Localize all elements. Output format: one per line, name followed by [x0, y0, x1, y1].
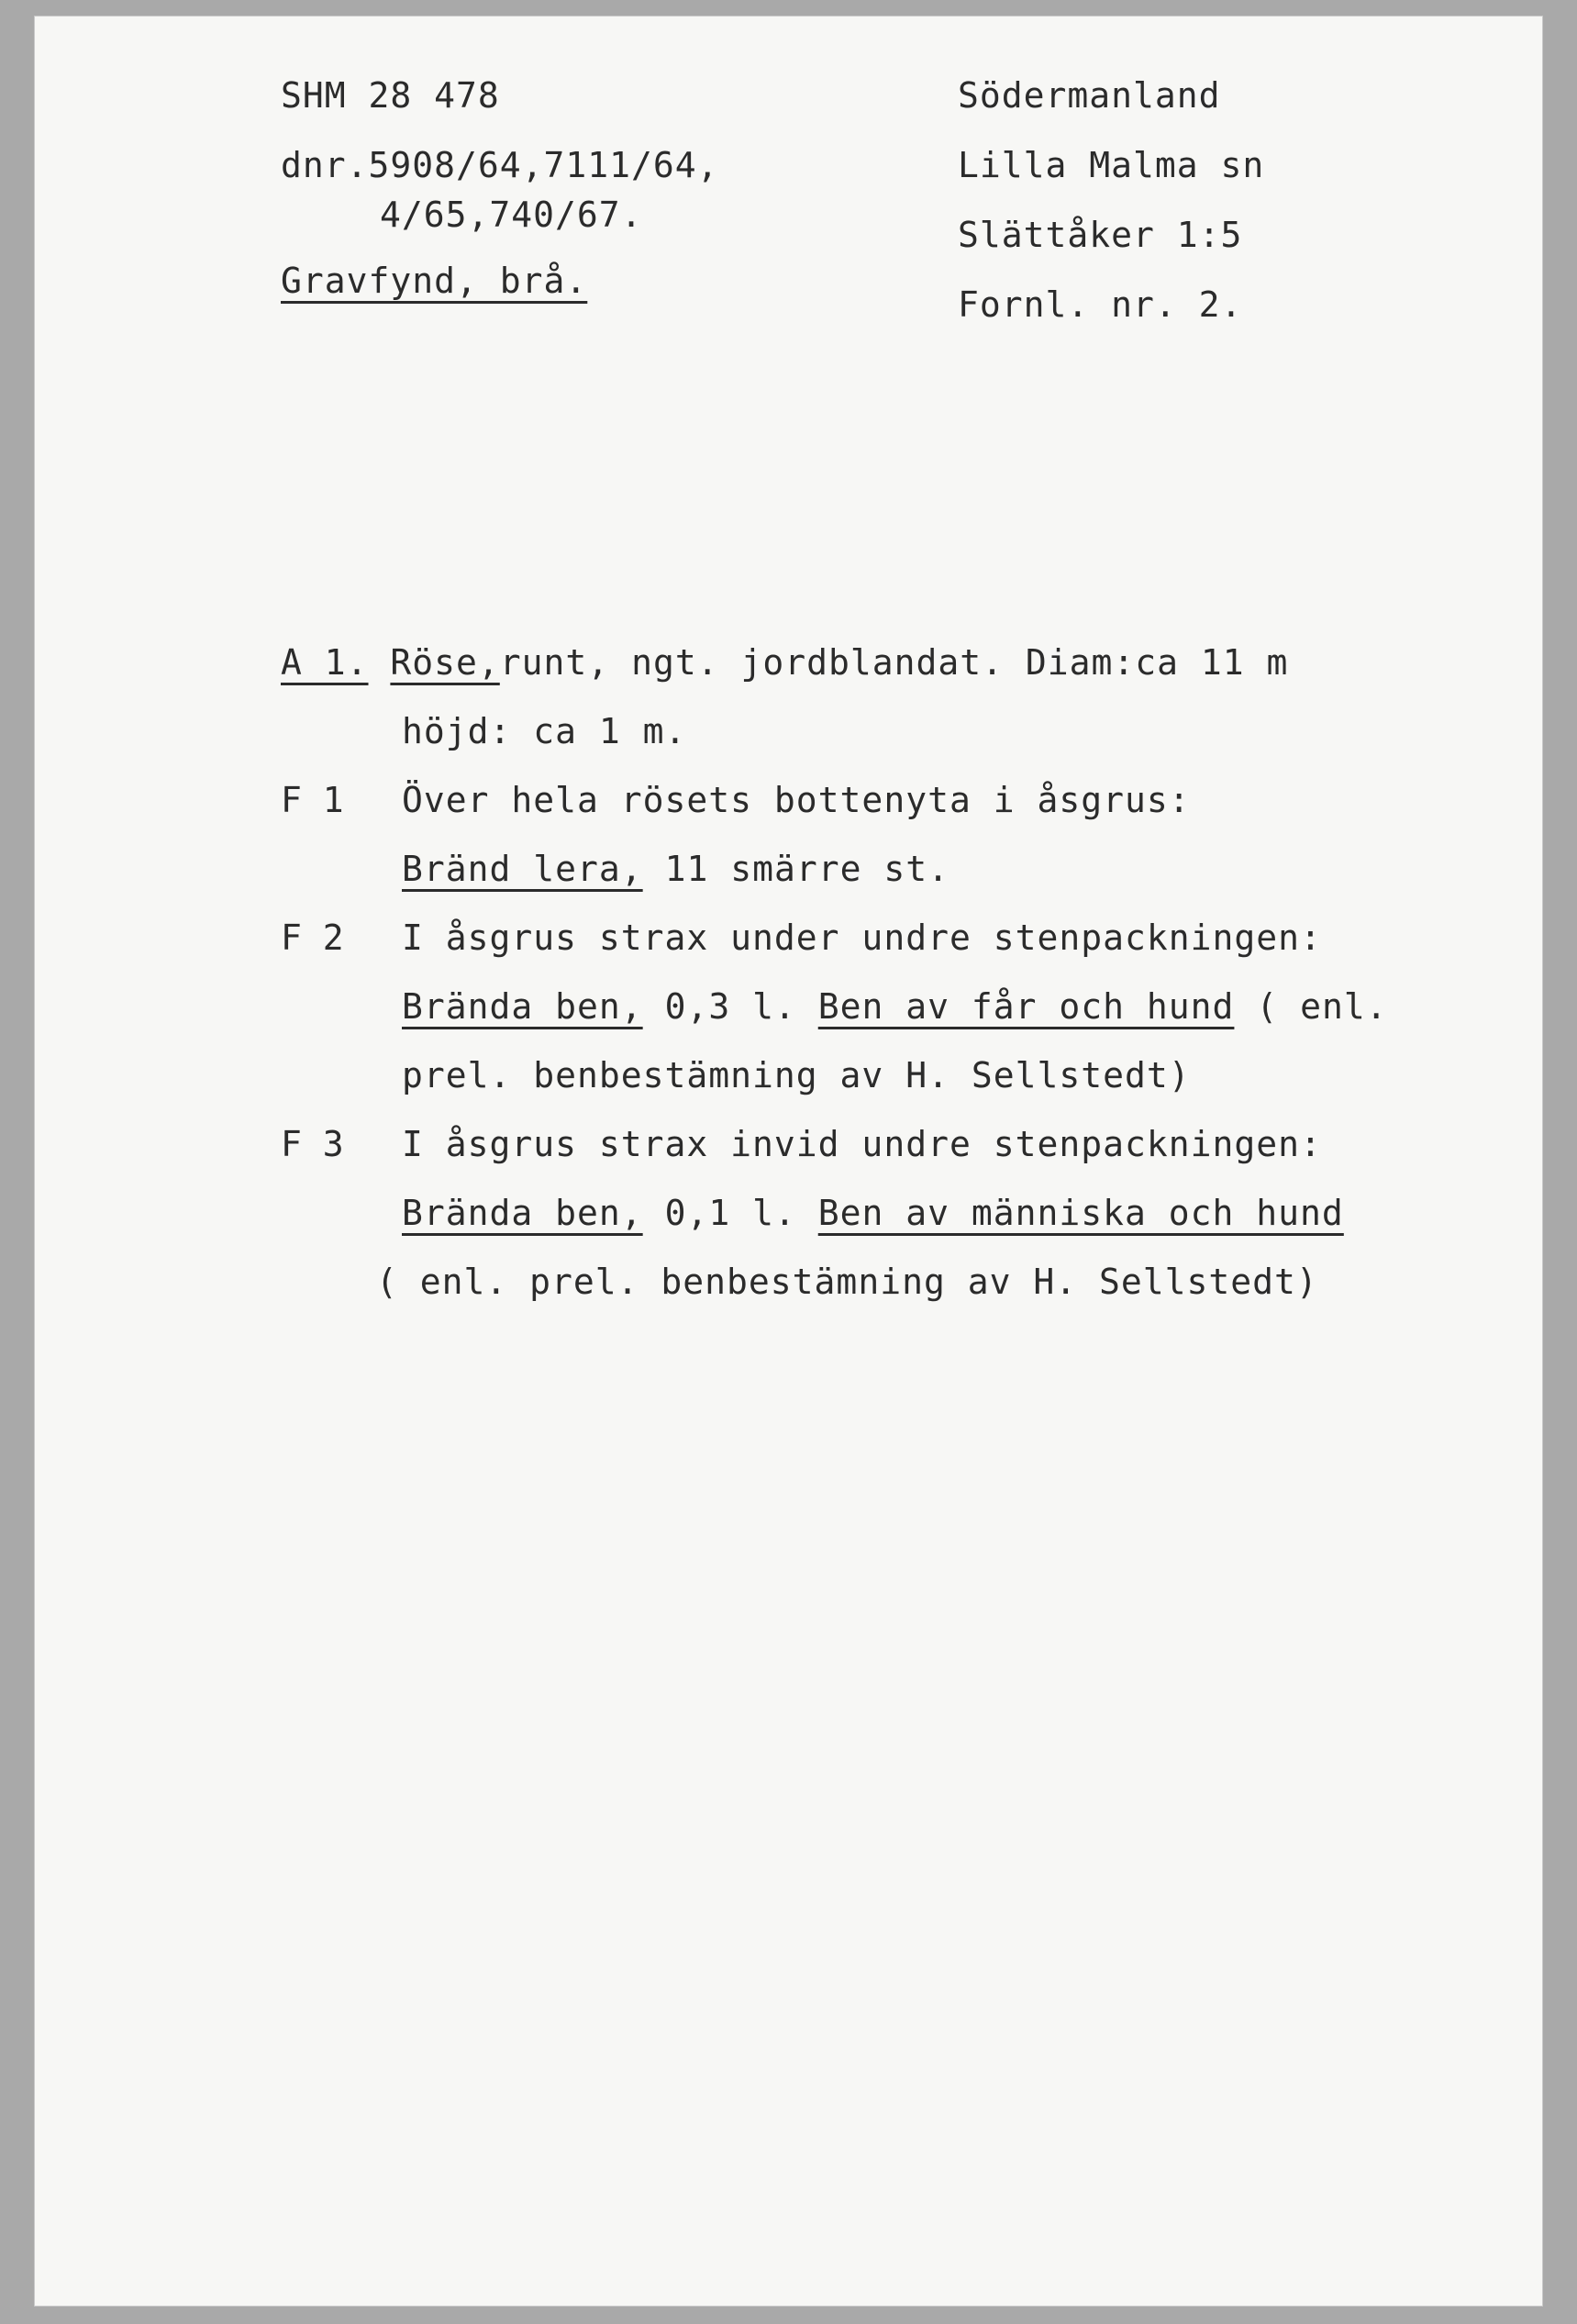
- find-type: Gravfynd, brå.: [281, 261, 588, 301]
- province: Södermanland: [958, 75, 1221, 116]
- entry-f3-line-3: ( enl. prel. benbestämning av H. Sellstedt): [376, 1262, 1318, 1302]
- catalog-card: [35, 17, 1542, 2306]
- entry-a1-text: runt, ngt. jordblandat. Diam:ca 11 m: [499, 642, 1289, 683]
- entry-f2-material: Brända ben,: [402, 986, 643, 1027]
- entry-f3-material: Brända ben,: [402, 1193, 643, 1233]
- entry-a1-line-1: [281, 640, 1288, 684]
- entry-f3-label: F 3: [281, 1124, 344, 1164]
- entry-f1-quantity: 11 smärre st.: [664, 849, 950, 889]
- dnr-line-1: dnr.5908/64,7111/64,: [281, 145, 719, 185]
- entry-f2-quantity: 0,3 l.: [664, 986, 796, 1027]
- entry-f1-label: F 1: [281, 780, 344, 820]
- entry-f2-species: Ben av får och hund: [817, 986, 1235, 1027]
- entry-f2-line-3: prel. benbestämning av H. Sellstedt): [402, 1055, 1191, 1095]
- parish: Lilla Malma sn: [958, 145, 1265, 185]
- entry-a1-line-2: höjd: ca 1 m.: [402, 711, 687, 751]
- entry-f2-note-start: ( enl.: [1256, 986, 1388, 1027]
- entry-a1-type: Röse,: [390, 642, 500, 683]
- entry-a1-label: A 1.: [281, 642, 369, 683]
- dnr-line-2: 4/65,740/67.: [380, 195, 643, 235]
- property: Slättåker 1:5: [958, 215, 1243, 255]
- entry-f2-label: F 2: [281, 917, 344, 958]
- entry-f3-quantity: 0,1 l.: [664, 1193, 796, 1233]
- fornl-number: Fornl. nr. 2.: [958, 284, 1243, 325]
- entry-f1-line-2: [402, 847, 950, 891]
- entry-f1-line-1: Över hela rösets bottenyta i åsgrus:: [402, 780, 1191, 820]
- entry-f2-line-2: [402, 984, 1388, 1029]
- entry-f2-line-1: I åsgrus strax under undre stenpackningen:: [402, 917, 1322, 958]
- entry-f3-line-2: [402, 1191, 1344, 1235]
- entry-f1-material: Bränd lera,: [402, 849, 643, 889]
- entry-f3-species: Ben av människa och hund: [817, 1193, 1344, 1233]
- entry-f3-line-1: I åsgrus strax invid undre stenpackningen:: [402, 1124, 1322, 1164]
- catalog-number: SHM 28 478: [281, 75, 500, 116]
